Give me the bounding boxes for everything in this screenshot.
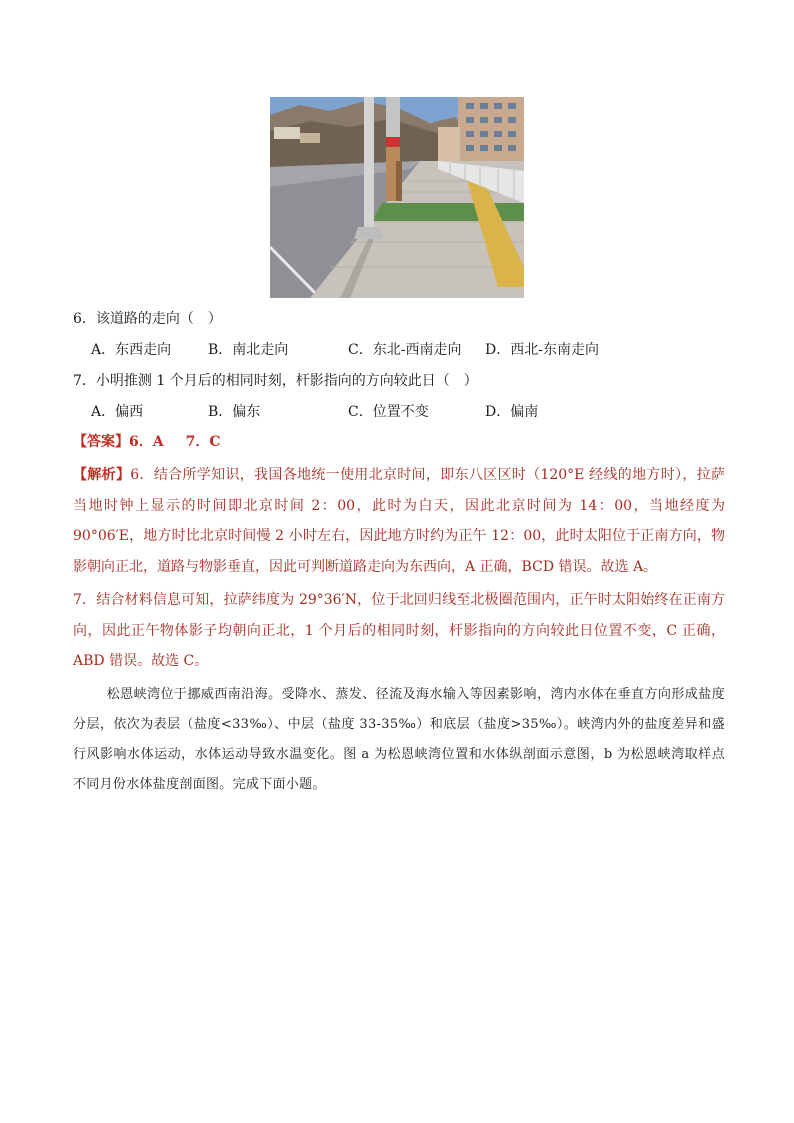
question-6-stem: 6．该道路的走向（ ） bbox=[73, 311, 222, 327]
q7-option-b[interactable]: B．偏东 bbox=[208, 404, 261, 420]
q7-option-d[interactable]: D．偏南 bbox=[485, 404, 539, 420]
material-paragraph bbox=[73, 680, 725, 800]
q7-option-c[interactable]: C．位置不变 bbox=[348, 404, 429, 420]
q6-option-a[interactable]: A．东西走向 bbox=[91, 342, 172, 358]
q7-option-a[interactable]: A．偏西 bbox=[91, 404, 144, 420]
answer-line bbox=[73, 432, 221, 452]
analysis-6 bbox=[73, 460, 725, 582]
analysis-7-text: 7．结合材料信息可知，拉萨纬度为 29°36′N，位于北回归线至北极圈范围内，正午时太阳始终在正南方向，因此正午物体影子均朝向正北，1 个月后的相同时刻，杆影指向的方向较此日位置不变，C 正确，ABD 错误。故选 C。 bbox=[73, 592, 725, 669]
q6-option-d[interactable]: D．西北-东南走向 bbox=[485, 342, 599, 358]
street-photo bbox=[270, 97, 524, 298]
q6-option-c[interactable]: C．东北-西南走向 bbox=[348, 342, 462, 358]
question-7-stem: 7．小明推测 1 个月后的相同时刻，杆影指向的方向较此日（ ） bbox=[73, 373, 478, 389]
answer-6: 6．A bbox=[129, 434, 164, 450]
analysis-6-text: 6．结合所学知识，我国各地统一使用北京时间，即东八区区时（120°E 经线的地方时），拉萨当地时钟上显示的时间即北京时间 2：00，此时为白天，因此北京时间为 14：00，当地经度为 90°06′E，地方时比北京时间慢 2 小时左右，因此地方时约为正午 12：00，此时太阳位于正南方向，物影朝向正北，道路与物影垂直，因此可判断道路走向为东西向，A 正确，BCD 错误。故选 A。 bbox=[73, 467, 726, 575]
answer-7: 7．C bbox=[185, 434, 221, 450]
analysis-7 bbox=[73, 585, 725, 677]
analysis-tag: 【解析】 bbox=[73, 467, 131, 483]
street-photo-icon bbox=[270, 97, 524, 298]
material-text: 松恩峡湾位于挪威西南沿海。受降水、蒸发、径流及海水输入等因素影响，湾内水体在垂直方向形成盐度分层，依次为表层（盐度<33‰）、中层（盐度 33-35‰）和底层（盐度>35‰）。峡湾内外的盐度差异和盛行风影响水体运动，水体运动导致水温变化。图 a 为松恩峡湾位置和水体纵剖面示意图，b 为松恩峡湾取样点不同月份水体盐度剖面图。完成下面小题。 bbox=[73, 687, 725, 792]
q6-option-b[interactable]: B．南北走向 bbox=[208, 342, 289, 358]
answer-tag: 【答案】 bbox=[73, 434, 129, 450]
